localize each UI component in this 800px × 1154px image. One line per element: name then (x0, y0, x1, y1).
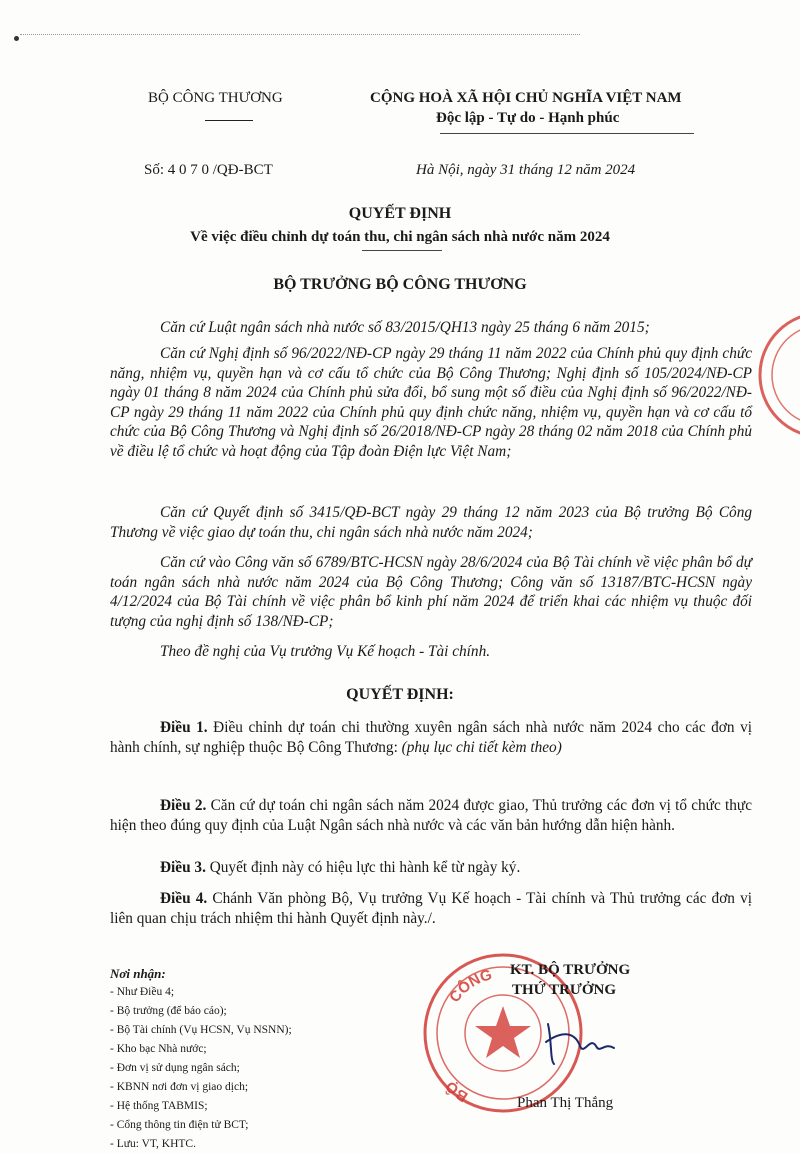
country-name: CỘNG HOÀ XÃ HỘI CHỦ NGHĨA VIỆT NAM (370, 90, 682, 106)
article-1-text: Điều chỉnh dự toán chi thường xuyên ngân sách nhà nước năm 2024 cho các đơn vị hành chính, sự nghiệp thuộc Bộ Công Thương: (110, 719, 752, 756)
ministry-underline (205, 120, 253, 121)
signature-subrole: THỨ TRƯỞNG (512, 982, 617, 998)
place-date: Hà Nội, ngày 31 tháng 12 năm 2024 (416, 162, 636, 178)
article-1-note: (phụ lục chi tiết kèm theo) (401, 738, 562, 756)
recipient-item: - Bộ trưởng (để báo cáo); (110, 1005, 227, 1017)
basis-official-letters: Căn cứ vào Công văn số 6789/BTC-HCSN ngày 28/6/2024 của Bộ Tài chính về việc phân bổ dự toán ngân sách nhà nước năm 2024 của Bộ Công Thương; Công văn số 13187/BTC-HCSN ngày 4/12/2024 của Bộ Tài chính về việc phân bổ kinh phí năm 2024 để triển khai các nhiệm vụ thuộc đối tượng của nghị định số 138/NĐ-CP; (110, 554, 752, 630)
basis-decrees: Căn cứ Nghị định số 96/2022/NĐ-CP ngày 29 tháng 11 năm 2022 của Chính phủ quy định chức năng, nhiệm vụ, quyền hạn và cơ cấu tổ chức của Bộ Công Thương; Nghị định số 105/2024/NĐ-CP ngày 01 tháng 8 năm 2024 của Chính phủ sửa đổi, bổ sung một số điều của Nghị định số 96/2022/NĐ-CP ngày 29 tháng 11 năm 2022 của Chính phủ quy định chức năng, nhiệm vụ, quyền hạn và cơ cấu tổ chức của Bộ Công Thương và Nghị định số 26/2018/NĐ-CP ngày 28 tháng 02 năm 2018 của Chính phủ về điều lệ tổ chức và hoạt động của Tập đoàn Điện lực Việt Nam; (110, 345, 752, 460)
article-3 (110, 858, 752, 878)
basis-law: Căn cứ Luật ngân sách nhà nước số 83/2015/QH13 ngày 25 tháng 6 năm 2015; (160, 319, 650, 336)
handwritten-signature (540, 1012, 620, 1072)
article-2-label: Điều 2. (160, 797, 207, 814)
stamp-star-icon (475, 1006, 531, 1058)
article-4-label: Điều 4. (160, 890, 208, 907)
article-4-text: Chánh Văn phòng Bộ, Vụ trưởng Vụ Kế hoạch - Tài chính và Thủ trưởng các đơn vị liên quan chịu trách nhiệm thi hành Quyết định này./. (110, 890, 752, 927)
recipients-title: Nơi nhận: (110, 966, 166, 981)
recipient-item: - Đơn vị sử dụng ngân sách; (110, 1062, 240, 1074)
scan-artifact-dot (14, 36, 19, 41)
document-subject: Về việc điều chỉnh dự toán thu, chi ngân sách nhà nước năm 2024 (190, 229, 610, 245)
article-4 (110, 889, 752, 928)
document-title: QUYẾT ĐỊNH (348, 205, 452, 222)
decision-heading: QUYẾT ĐỊNH: (346, 686, 454, 703)
article-1 (110, 718, 752, 757)
stamp-text-left: BỘ (442, 1077, 472, 1106)
recipient-item: - Hệ thống TABMIS; (110, 1100, 208, 1112)
recipient-item: - Như Điều 4; (110, 986, 175, 998)
recipient-item: - Bộ Tài chính (Vụ HCSN, Vụ NSNN); (110, 1024, 292, 1036)
national-motto: Độc lập - Tự do - Hạnh phúc (436, 110, 620, 126)
subject-underline (362, 250, 442, 251)
basis-proposal: Theo đề nghị của Vụ trưởng Vụ Kế hoạch - Tài chính. (160, 643, 491, 660)
issuer-title: BỘ TRƯỞNG BỘ CÔNG THƯƠNG (273, 276, 527, 293)
article-2-text: Căn cứ dự toán chi ngân sách năm 2024 được giao, Thủ trưởng các đơn vị tổ chức thực hiện theo đúng quy định của Luật Ngân sách nhà nước và các văn bản hướng dẫn hiện hành. (110, 797, 752, 834)
recipient-item: - Cổng thông tin điện tử BCT; (110, 1119, 249, 1131)
ministry-name: BỘ CÔNG THƯƠNG (148, 90, 283, 106)
signer-name: Phan Thị Thắng (517, 1095, 614, 1111)
article-3-text: Quyết định này có hiệu lực thi hành kể từ ngày ký. (205, 859, 521, 876)
recipient-item: - Lưu: VT, KHTC. (110, 1138, 196, 1150)
article-1-label: Điều 1. (160, 719, 208, 736)
recipient-item: - KBNN nơi đơn vị giao dịch; (110, 1081, 249, 1093)
recipient-item: - Kho bạc Nhà nước; (110, 1043, 207, 1055)
recipients-list (110, 983, 292, 1154)
signature-role: KT. BỘ TRƯỞNG (510, 962, 631, 978)
basis-decision: Căn cứ Quyết định số 3415/QĐ-BCT ngày 29 tháng 12 năm 2023 của Bộ trưởng Bộ Công Thương về việc giao dự toán thu, chi ngân sách nhà nước năm 2024; (110, 504, 752, 541)
stamp-text-top: CÔNG (446, 966, 494, 1006)
motto-underline (440, 133, 694, 134)
document-number: Số: 4 0 7 0 /QĐ-BCT (144, 162, 273, 178)
article-2 (110, 796, 752, 835)
scan-artifact-line (20, 34, 580, 36)
partial-stamp-edge (752, 300, 800, 450)
article-3-label: Điều 3. (160, 859, 206, 876)
